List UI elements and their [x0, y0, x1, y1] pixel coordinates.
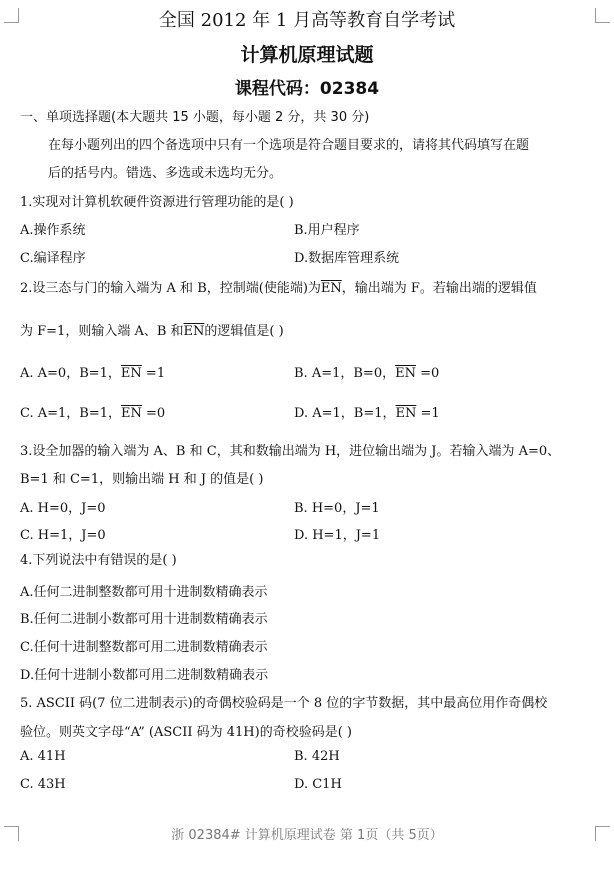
en-signal: $\overline{EN}$ — [183, 324, 205, 339]
q2-option-d: D. A=1，B=1，$\overline{EN} =1$ — [294, 406, 440, 421]
instructions-line-2: 后的括号内。错选、多选或未选均无分。 — [48, 166, 283, 181]
q3-option-b: B. H=0，J=1 — [294, 501, 380, 516]
q2-option-a: A. A=0，B=1，$\overline{EN} =1$ — [20, 366, 166, 381]
q5-stem-line-2: 验位。则英文字母“A” (ASCII 码为 41H)的奇校验码是( ) — [20, 725, 352, 740]
q1-option-d: D.数据库管理系统 — [294, 251, 400, 266]
q5-option-b: B. 42H — [294, 749, 340, 764]
q3-option-a: A. H=0，J=0 — [20, 501, 106, 516]
q2-option-c: C. A=1，B=1，$\overline{EN} =0$ — [20, 406, 166, 421]
q2-stem-line-1: 2.设三态与门的输入端为 A 和 B，控制端(使能端)为$\overline{EN}$，输出端为 F。若输出端的逻辑值 — [20, 281, 537, 296]
q5-option-d: D. C1H — [294, 777, 342, 792]
q5-option-c: C. 43H — [20, 777, 66, 792]
page-footer: 浙 02384# 计算机原理试卷 第 1页（共 5页） — [171, 828, 443, 843]
q4-stem: 4.下列说法中有错误的是( ) — [20, 553, 177, 568]
q5-stem-line-1: 5. ASCII 码(7 位二进制表示)的奇偶校验码是一个 8 位的字节数据，其中最高位用作奇偶校 — [20, 696, 548, 711]
exam-title: 全国 2012 年 1 月高等教育自学考试 — [158, 10, 456, 31]
q1-stem: 1.实现对计算机软硬件资源进行管理功能的是( ) — [20, 195, 294, 210]
q3-option-c: C. H=1，J=0 — [20, 528, 106, 543]
q1-option-a: A.操作系统 — [20, 223, 86, 238]
section-heading: 一、单项选择题(本大题共 15 小题，每小题 2 分，共 30 分) — [20, 110, 370, 125]
course-code: 课程代码：02384 — [234, 79, 380, 99]
q4-option-b: B.任何二进制小数都可用十进制数精确表示 — [20, 612, 268, 627]
q5-option-a: A. 41H — [20, 749, 66, 764]
q1-option-b: B.用户程序 — [294, 223, 360, 238]
q3-stem-line-1: 3.设全加器的输入端为 A、B 和 C，其和数输出端为 H，进位输出端为 J。若输入端为 A=0、 — [20, 444, 561, 459]
q2-stem-line-2: 为 F=1，则输入端 A、B 和$\overline{EN}$的逻辑值是( ) — [20, 324, 284, 339]
subject-title: 计算机原理试题 — [240, 44, 374, 66]
q4-option-a: A.任何二进制整数都可用十进制数精确表示 — [20, 585, 268, 600]
q2-option-b: B. A=1，B=0，$\overline{EN} =0$ — [294, 366, 440, 381]
instructions-line-1: 在每小题列出的四个备选项中只有一个选项是符合题目要求的，请将其代码填写在题 — [48, 138, 530, 153]
q1-option-c: C.编译程序 — [20, 251, 86, 266]
q3-option-d: D. H=1，J=1 — [294, 528, 381, 543]
q4-option-c: C.任何十进制整数都可用二进制数精确表示 — [20, 640, 268, 655]
q4-option-d: D.任何十进制小数都可用二进制数精确表示 — [20, 668, 269, 683]
en-signal: $\overline{EN}$ — [320, 281, 342, 296]
q3-stem-line-2: B=1 和 C=1，则输出端 H 和 J 的值是( ) — [20, 472, 264, 487]
